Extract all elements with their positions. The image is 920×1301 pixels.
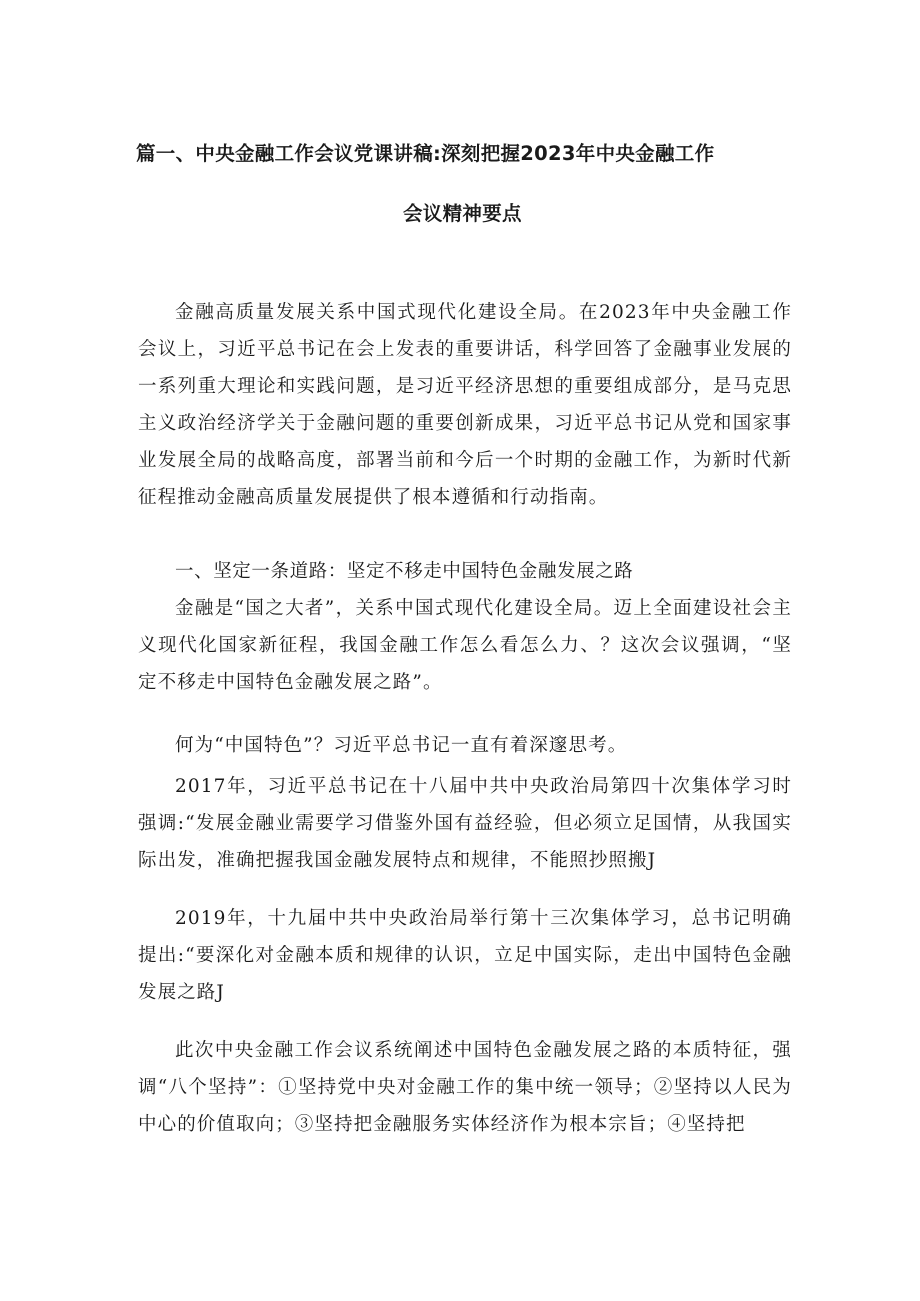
- section-heading-1: 一、坚定一条道路：坚定不移走中国特色金融发展之路: [175, 561, 634, 582]
- body-paragraph-intro: 金融高质量发展关系中国式现代化建设全局。在2023年中央金融工作会议上，习近平总书记在会上发表的重要讲话，科学回答了金融事业发展的一系列重大理论和实践问题，是习近平经济思想的重要组成部分，是马克思主义政治经济学关于金融问题的重要创新成果，习近平总书记从党和国家事业发展全局的战略高度，部署当前和今后一个时期的金融工作，为新时代新征程推动金融高质量发展提供了根本遵循和行动指南。: [138, 302, 792, 508]
- body-paragraph-3: 何为“中国特色”？习近平总书记一直有着深邃思考。: [175, 735, 628, 756]
- body-paragraph-5: 2019年，十九届中共中央政治局举行第十三次集体学习，总书记明确提出:“要深化对金融本质和规律的认识，立足中国实际，走出中国特色金融发展之路J: [138, 908, 792, 1003]
- document-title-line-2: 会议精神要点: [403, 202, 522, 225]
- body-paragraph-4: 2017年，习近平总书记在十八届中共中央政治局第四十次集体学习时强调:“发展金融业需要学习借鉴外国有益经验，但必须立足国情，从我国实际出发，准确把握我国金融发展特点和规律，不能照抄照搬J: [138, 776, 792, 871]
- body-paragraph-2: 金融是“国之大者”，关系中国式现代化建设全局。迈上全面建设社会主义现代化国家新征程，我国金融工作怎么看怎么力、？这次会议强调，“坚定不移走中国特色金融发展之路”。: [138, 598, 792, 693]
- body-paragraph-6: 此次中央金融工作会议系统阐述中国特色金融发展之路的本质特征，强调“八个坚持”：①坚持党中央对金融工作的集中统一领导；②坚持以人民为中心的价值取向；③坚持把金融服务实体经济作为根本宗旨；④坚持把: [138, 1040, 792, 1135]
- document-title-line-1: 篇一、中央金融工作会议党课讲稿:深刻把握2023年中央金融工作: [136, 142, 715, 165]
